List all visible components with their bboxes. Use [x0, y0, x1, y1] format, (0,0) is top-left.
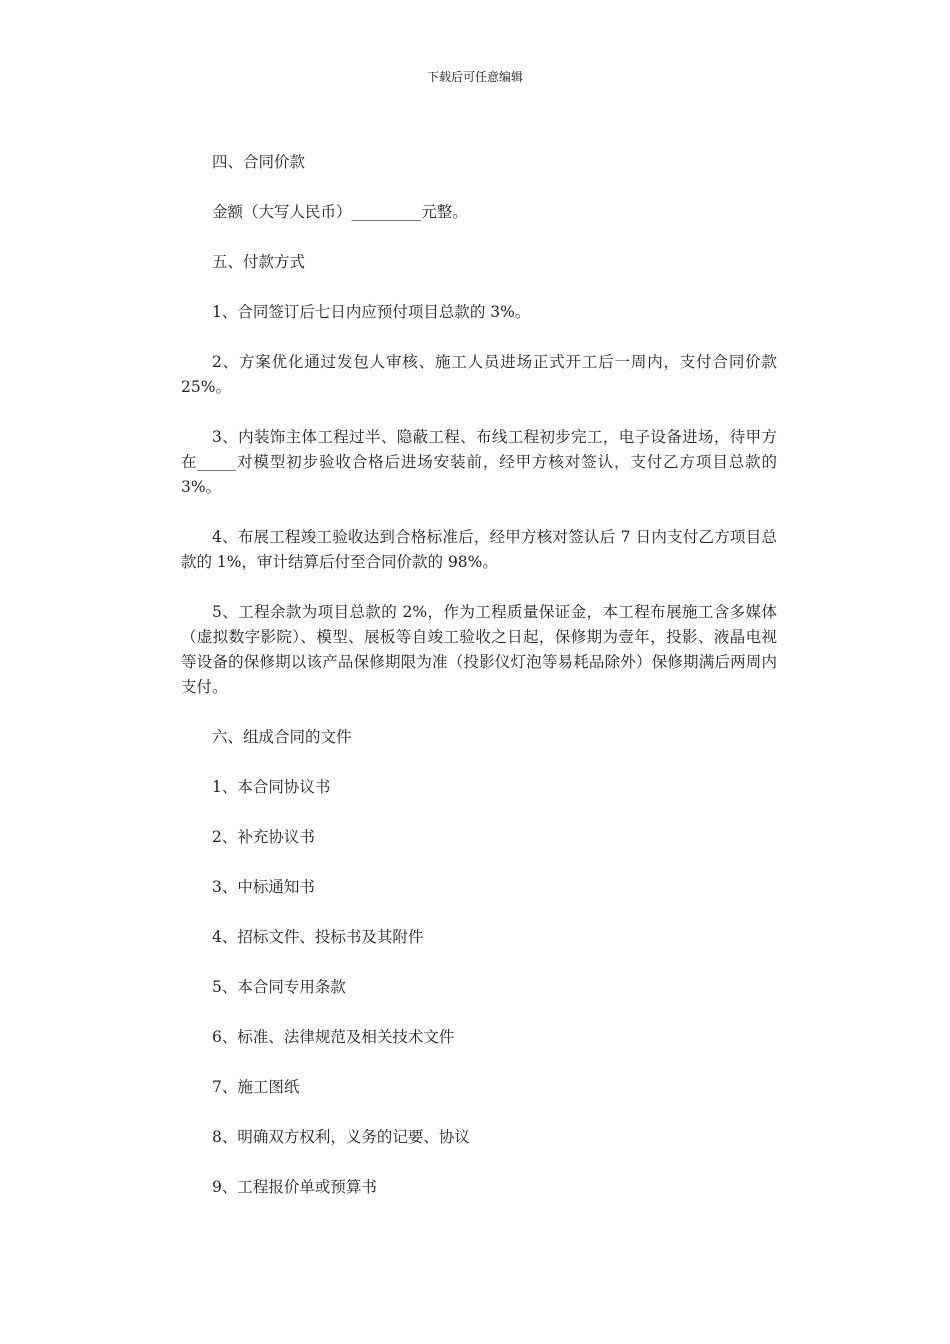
section-heading-payment: 五、付款方式 [212, 253, 306, 271]
payment-clause-1: 1、合同签订后七日内应预付项目总款的 3%。 [212, 303, 531, 321]
page-header: 下载后可任意编辑 [426, 70, 523, 84]
document-item-4: 4、招标文件、投标书及其附件 [212, 928, 424, 946]
payment-clause-4: 4、布展工程竣工验收达到合格标准后，经甲方核对签认后 7 日内支付乙方项目总款的 1%，审计结算后付至合同价款的 98%。 [181, 528, 777, 571]
document-item-3: 3、中标通知书 [212, 878, 315, 896]
document-body [181, 150, 777, 1225]
amount-line: 金额（大写人民币）_________元整。 [212, 203, 468, 221]
payment-clause-5: 5、工程余款为项目总款的 2%，作为工程质量保证金，本工程布展施工含多媒体（虚拟数字影院）、模型、展板等自竣工验收之日起，保修期为壹年，投影、液晶电视等设备的保修期以该产品保修期限为准（投影仪灯泡等易耗品除外）保修期满后两周内支付。 [181, 603, 777, 696]
document-item-5: 5、本合同专用条款 [212, 978, 346, 996]
document-item-9: 9、工程报价单或预算书 [212, 1178, 377, 1196]
payment-clause-2: 2、方案优化通过发包人审核、施工人员进场正式开工后一周内，支付合同价款 25%。 [181, 353, 777, 396]
section-heading-price: 四、合同价款 [212, 153, 306, 171]
document-item-7: 7、施工图纸 [212, 1078, 300, 1096]
section-heading-documents: 六、组成合同的文件 [212, 728, 352, 746]
payment-clause-3: 3、内装饰主体工程过半、隐蔽工程、布线工程初步完工，电子设备进场，待甲方在_____对模型初步验收合格后进场安装前，经甲方核对签认，支付乙方项目总款的 3%。 [181, 428, 777, 496]
document-item-2: 2、补充协议书 [212, 828, 315, 846]
document-item-6: 6、标准、法律规范及相关技术文件 [212, 1028, 455, 1046]
document-item-8: 8、明确双方权利，义务的记要、协议 [212, 1128, 470, 1146]
document-item-1: 1、本合同协议书 [212, 778, 331, 796]
